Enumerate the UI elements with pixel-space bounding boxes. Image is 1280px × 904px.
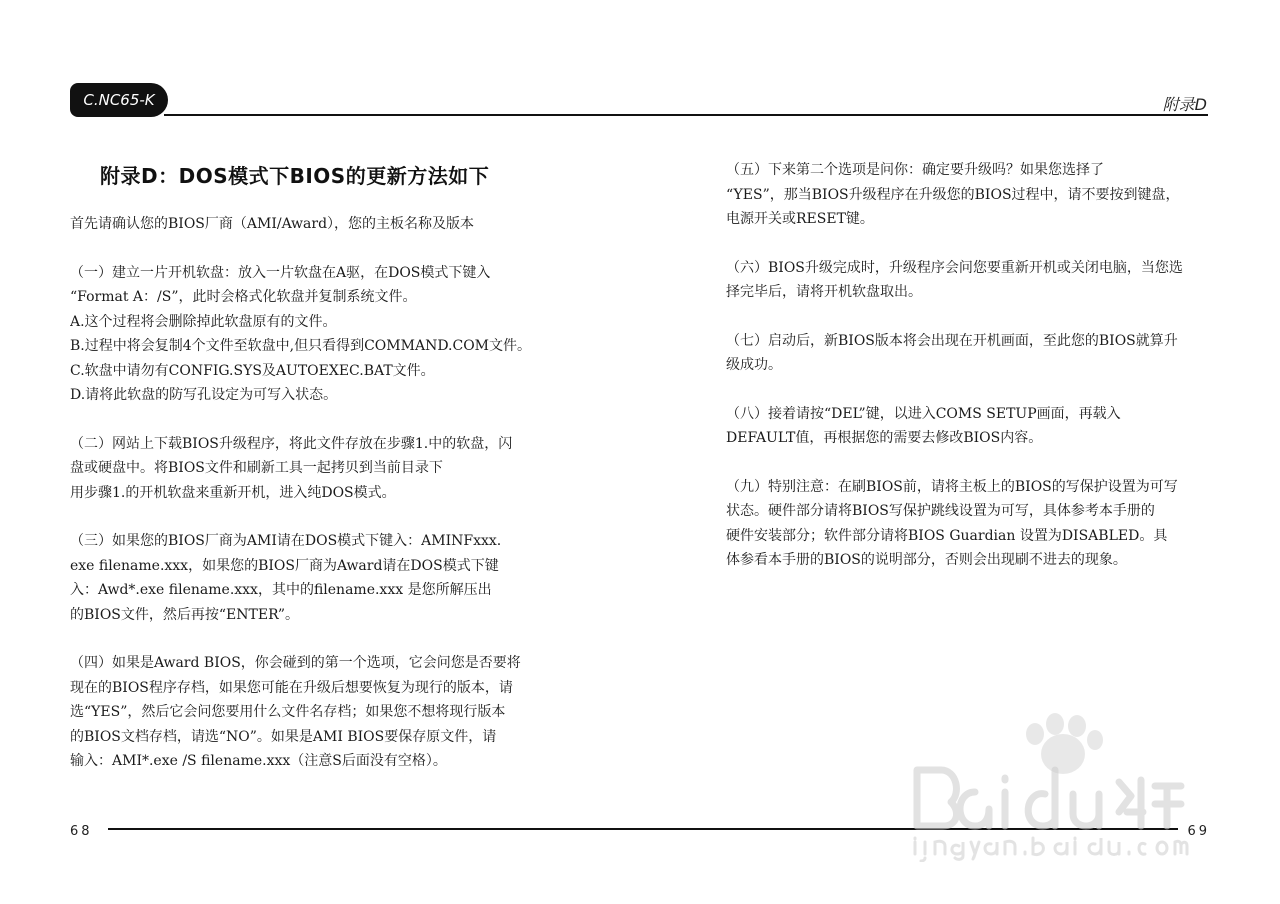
text-line: （一）建立一片开机软盘：放入一片软盘在A驱，在DOS模式下键入 bbox=[70, 264, 491, 281]
header-rule bbox=[164, 114, 1208, 116]
footer-rule bbox=[108, 828, 1178, 830]
text-line: 输入：AMI*.exe /S filename.xxx（注意S后面没有空格）。 bbox=[70, 753, 447, 769]
text-line: 选“YES”，然后它会问您要用什么文件名存档；如果您不想将现行版本 bbox=[70, 704, 506, 720]
text-line: exe filename.xxx，如果您的BIOS厂商为Award请在DOS模式下键 bbox=[70, 557, 499, 574]
text-line: 盘或硬盘中。将BIOS文件和刷新工具一起拷贝到当前目录下 bbox=[70, 460, 443, 476]
left-column bbox=[70, 212, 552, 774]
text-line: “YES”，那当BIOS升级程序在升级您的BIOS过程中，请不要按到键盘， bbox=[726, 186, 1180, 203]
text-line: （四）如果是Award BIOS，你会碰到的第一个选项，它会问您是否要将 bbox=[70, 655, 521, 671]
text-line: 体参看本手册的BIOS的说明部分，否则会出现刷不进去的现象。 bbox=[726, 552, 1127, 568]
text-line: “Format A：/S”，此时会格式化软盘并复制系统文件。 bbox=[70, 289, 417, 305]
text-line: 状态。硬件部分请将BIOS写保护跳线设置为可写，具体参考本手册的 bbox=[726, 503, 1155, 519]
page-title: 附录D：DOS模式下BIOS的更新方法如下 bbox=[100, 164, 490, 188]
text-line: （二）网站上下载BIOS升级程序，将此文件存放在步骤1.中的软盘，闪 bbox=[70, 435, 513, 452]
step-4-paragraph bbox=[70, 651, 552, 774]
text-line: 的BIOS文档存档，请选“NO”。如果是AMI BIOS要保存原文件，请 bbox=[70, 728, 497, 745]
text-line: 现在的BIOS程序存档，如果您可能在升级后想要恢复为现行的版本，请 bbox=[70, 679, 513, 696]
text-line: 入：Awd*.exe filename.xxx，其中的filename.xxx 是您所解压出 bbox=[70, 582, 492, 598]
text-line: 的BIOS文件，然后再按“ENTER”。 bbox=[70, 606, 300, 623]
right-page-number: 69 bbox=[1187, 824, 1210, 839]
text-line: B.过程中将会复制4个文件至软盘中,但只看得到COMMAND.COM文件。 bbox=[70, 338, 532, 354]
text-line: DEFAULT值，再根据您的需要去修改BIOS内容。 bbox=[726, 430, 1043, 446]
step-9-paragraph bbox=[726, 475, 1208, 573]
text-line: （六）BIOS升级完成时，升级程序会问您要重新开机或关闭电脑，当您选 bbox=[726, 259, 1183, 276]
right-column bbox=[726, 158, 1208, 573]
text-line: 用步骤1.的开机软盘来重新开机，进入纯DOS模式。 bbox=[70, 484, 396, 501]
step-8-paragraph bbox=[726, 402, 1208, 451]
text-line: C.软盘中请勿有CONFIG.SYS及AUTOEXEC.BAT文件。 bbox=[70, 362, 435, 379]
step-3-paragraph bbox=[70, 529, 552, 627]
baidu-watermark-logo bbox=[905, 712, 1205, 862]
text-line: （七）启动后，新BIOS版本将会出现在开机画面，至此您的BIOS就算升 bbox=[726, 332, 1178, 349]
text-line: 硬件安装部分；软件部分请将BIOS Guardian 设置为DISABLED。具 bbox=[726, 527, 1168, 544]
text-line: 电源开关或RESET键。 bbox=[726, 211, 874, 227]
page-header-badge: C.NC65-K bbox=[70, 83, 168, 117]
step-2-paragraph bbox=[70, 432, 552, 506]
step-1-paragraph bbox=[70, 261, 552, 408]
intro-paragraph bbox=[70, 212, 552, 237]
step-6-paragraph bbox=[726, 256, 1208, 305]
section-label: 附录D bbox=[1162, 95, 1207, 114]
step-7-paragraph bbox=[726, 329, 1208, 378]
text-line: （八）接着请按“DEL”键，以进入COMS SETUP画面，再载入 bbox=[726, 405, 1121, 422]
left-page-number: 68 bbox=[70, 824, 93, 839]
text-line: （三）如果您的BIOS厂商为AMI请在DOS模式下键入：AMINFxxx. bbox=[70, 533, 502, 549]
intro-line: 首先请确认您的BIOS厂商（AMI/Award），您的主板名称及版本 bbox=[70, 216, 475, 232]
text-line: （九）特别注意：在刷BIOS前，请将主板上的BIOS的写保护设置为可写 bbox=[726, 478, 1178, 495]
text-line: D.请将此软盘的防写孔设定为可写入状态。 bbox=[70, 387, 338, 403]
text-line: 择完毕后，请将开机软盘取出。 bbox=[726, 284, 922, 300]
text-line: （五）下来第二个选项是问你：确定要升级吗？如果您选择了 bbox=[726, 162, 1104, 178]
step-5-paragraph bbox=[726, 158, 1208, 232]
text-line: A.这个过程将会删除掉此软盘原有的文件。 bbox=[70, 313, 337, 330]
text-line: 级成功。 bbox=[726, 357, 782, 373]
